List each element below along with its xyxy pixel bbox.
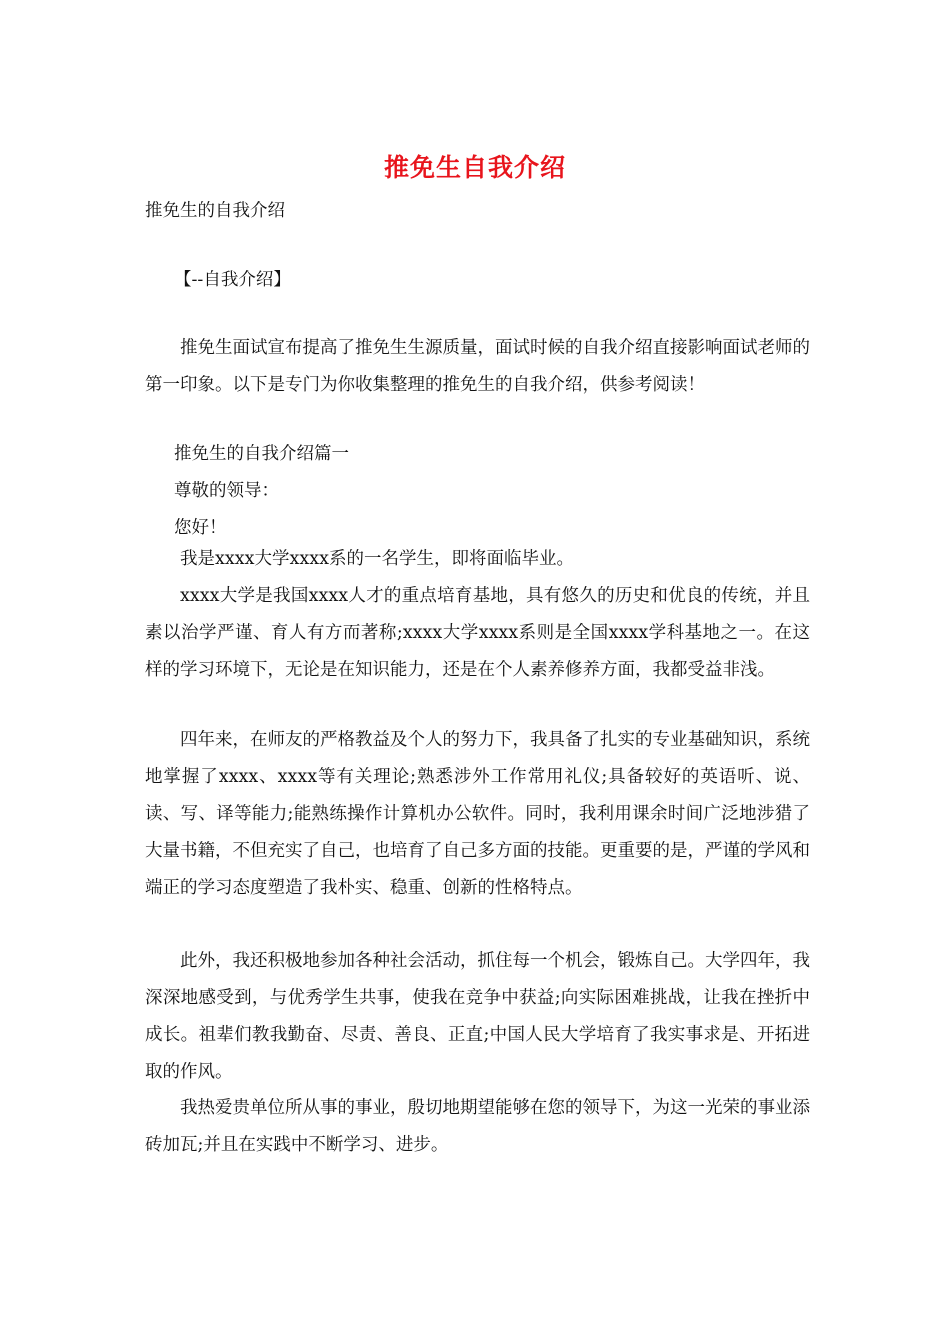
salutation: 尊敬的领导： xyxy=(174,481,279,501)
body-paragraph-1: 我是xxxx大学xxxx系的一名学生，即将面临毕业。 xyxy=(180,549,574,569)
document-subtitle: 推免生的自我介绍 xyxy=(145,201,285,221)
document-title: 推免生自我介绍 xyxy=(383,153,566,182)
category-tag: 【--自我介绍】 xyxy=(174,270,291,290)
body-paragraph-4: 此外，我还积极地参加各种社会活动，抓住每一个机会，锻炼自己。大学四年，我深深地感受到，与优秀学生共事，使我在竞争中获益;向实际困难挑战，让我在挫折中成长。祖辈们教我勤奋、尽责、善良、正直;中国人民大学培育了我实事求是、开拓进取的作风。 xyxy=(145,951,810,1082)
body-paragraph-3: 四年来，在师友的严格教益及个人的努力下，我具备了扎实的专业基础知识，系统地掌握了xxxx、xxxx等有关理论;熟悉涉外工作常用礼仪;具备较好的英语听、说、读、写、译等能力;能熟练操作计算机办公软件。同时，我利用课余时间广泛地涉猎了大量书籍，不但充实了自己，也培育了自己多方面的技能。更重要的是，严谨的学风和端正的学习态度塑造了我朴实、稳重、创新的性格特点。 xyxy=(145,730,810,898)
section-heading: 推免生的自我介绍篇一 xyxy=(174,444,349,464)
body-paragraph-5: 我热爱贵单位所从事的事业，殷切地期望能够在您的领导下，为这一光荣的事业添砖加瓦;并且在实践中不断学习、进步。 xyxy=(145,1098,810,1155)
greeting: 您好！ xyxy=(174,518,227,538)
body-paragraph-2: xxxx大学是我国xxxx人才的重点培育基地，具有悠久的历史和优良的传统，并且素以治学严谨、育人有方而著称;xxxx大学xxxx系则是全国xxxx学科基地之一。在这样的学习环境下，无论是在知识能力，还是在个人素养修养方面，我都受益非浅。 xyxy=(145,586,810,680)
intro-paragraph: 推免生面试宣布提高了推免生生源质量，面试时候的自我介绍直接影响面试老师的第一印象。以下是专门为你收集整理的推免生的自我介绍，供参考阅读！ xyxy=(145,338,810,395)
